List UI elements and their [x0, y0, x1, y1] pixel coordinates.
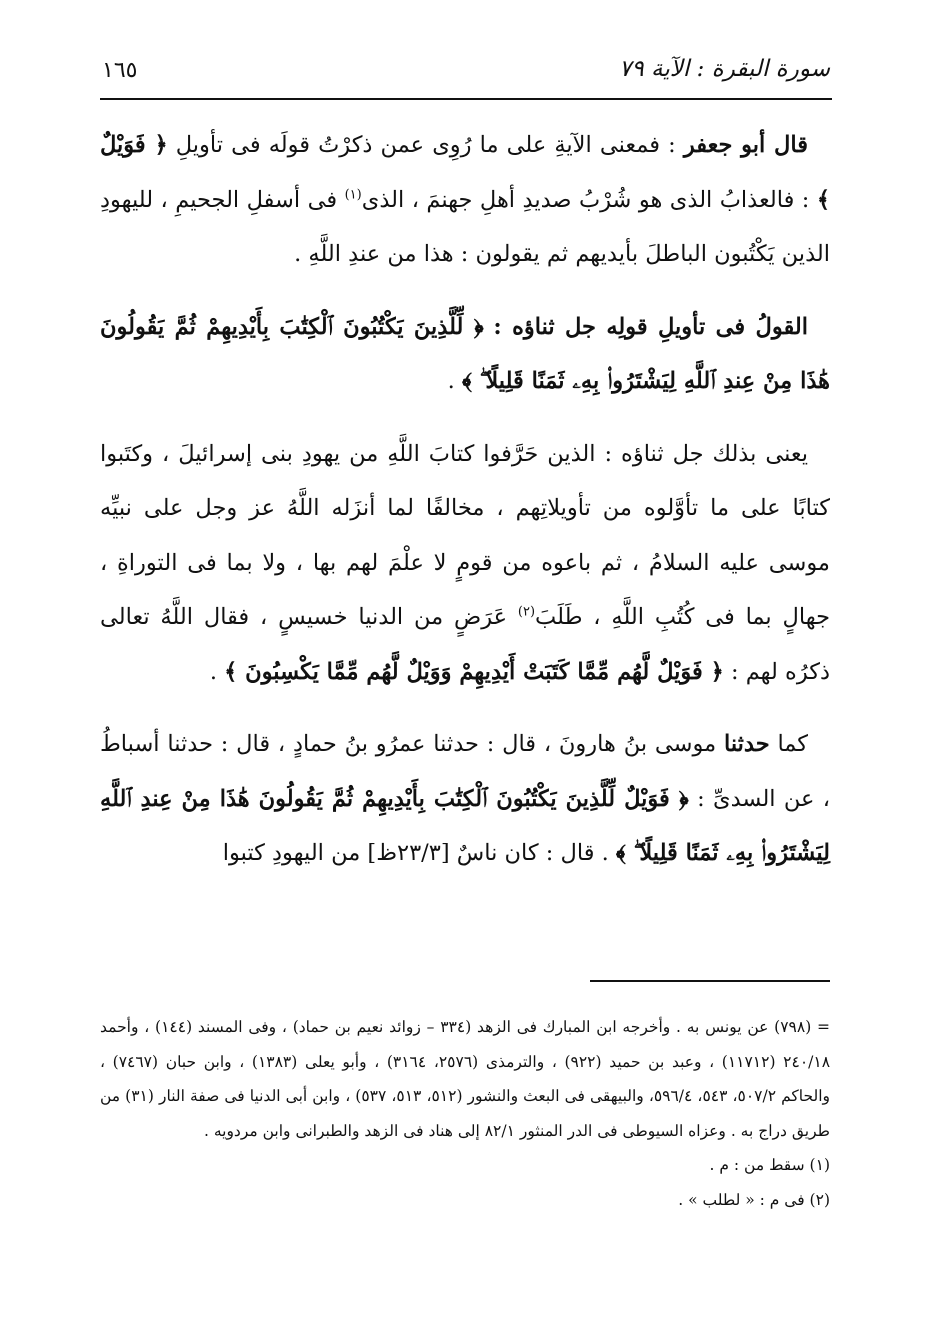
main-text [100, 118, 830, 881]
text-span: عَرَضٍ من الدنيا خسيسٍ ، فقال اللَّهُ تعالى ذكرُه لهم : [100, 604, 830, 685]
text-span: فى أسفلِ الجحيمِ ، لليهودِ الذين يَكْتُبون الباطلَ بأيديهم ثم يقولون : هذا من عندِ اللَّهِ . [100, 186, 830, 267]
paragraph-2 [100, 300, 830, 409]
text-span: يعنى بذلك جل ثناؤه : الذين حَرَّفوا كتابَ اللَّهِ من يهودِ بنى إسرائيلَ ، وكتَبوا كتابًا على ما تأوَّلوه من تأويلاتِهم ، مخالفًا لما أنزَله اللَّهُ عز وجل على نبيِّه موسى عليه السلامُ ، ثم باعوه من قومٍ لا علْمَ لهم بها ، ولا بما فى التوراةِ ، جهالٍ بما فى كُتُبِ اللَّهِ ، طَلَبَ [100, 440, 830, 630]
text-span: : فالعذابُ الذى هو شُرْبُ صديدِ أهلِ جهنمَ ، الذى [361, 186, 810, 213]
paragraph-4 [100, 717, 830, 881]
paragraph-1 [100, 118, 830, 282]
running-header [100, 52, 830, 94]
footnote-ref-1: (١) [344, 187, 362, 202]
paragraph-3 [100, 427, 830, 700]
header-rule [100, 98, 832, 100]
text-span: . [209, 658, 217, 685]
section-heading: القولُ فى تأويلِ قولِه جل ثناؤه : [493, 313, 808, 340]
footnote-2: (٢) فى م : « لطلب » . [678, 1190, 830, 1209]
speaker-name: قال أبو جعفر [683, 132, 809, 158]
quran-quote: ﴿ فَوَيْلٌ ﴾ [100, 132, 830, 213]
footnote-1: (١) سقط من : م . [709, 1156, 830, 1174]
quran-quote: ﴿ فَوَيْلٌ لَّهُم مِّمَّا كَتَبَتْ أَيْدِيهِمْ وَوَيْلٌ لَّهُم مِّمَّا يَكْسِبُونَ ﴾ [224, 658, 724, 685]
footnote-continuation: = (٧٩٨) عن يونس به . وأخرجه ابن المبارك فى الزهد (٣٣٤ – زوائد نعيم بن حماد) ، وفى المسند (١٤٤) ، وأحمد ٢٤٠/١٨ (١١٧١٢) ، وعبد بن حميد (٩٢٢) ، والترمذى (٢٥٧٦، ٣١٦٤) ، وأبو يعلى (١٣٨٣) ، وابن حبان (٧٤٦٧) ، والحاكم ٥٠٧/٢، ٥٤٣، ٥٩٦/٤، والبيهقى فى البعث والنشور (٥١٢، ٥١٣، ٥٣٧) ، وابن أبى الدنيا فى صفة النار (٣١) من طريق دراج به . وعزاه السيوطى فى الدر المنثور ٨٢/١ إلى هناد فى الزهد والطبرانى وابن مردويه . [100, 1018, 831, 1140]
isnad-marker: حدثنا [723, 731, 770, 757]
text-span: موسى بنُ هارونَ ، قال : حدثنا عمرُو بنُ حمادٍ ، قال : حدثنا أسباطُ ، عن السدىِّ : [100, 731, 830, 812]
text-span: : فمعنى الآيةِ على ما رُوِى عمن ذكرْتُ قولَه فى تأويلِ [175, 132, 676, 158]
quran-quote: ﴿ فَوَيْلٌ لِّلَّذِينَ يَكْتُبُونَ ٱلْكِتَٰبَ بِأَيْدِيهِمْ ثُمَّ يَقُولُونَ هَٰذَا مِنْ عِندِ ٱللَّهِ لِيَشْتَرُوا۟ بِهِۦ ثَمَنًا قَلِيلًا ۖ ﴾ [100, 785, 830, 866]
page-number: ١٦٥ [102, 58, 138, 83]
text-span: . قال : كان ناسٌ [٢٣/٣ظ] من اليهودِ كتبوا [222, 840, 609, 866]
text-span: . [447, 368, 455, 394]
footnote-ref-2: (٢) [517, 604, 536, 620]
running-title: سورة البقرة : الآية ٧٩ [619, 56, 830, 82]
footnote-rule [590, 980, 830, 982]
footnotes [100, 1010, 830, 1217]
quran-quote: ﴿ لِّلَّذِينَ يَكْتُبُونَ ٱلْكِتَٰبَ بِأَيْدِيهِمْ ثُمَّ يَقُولُونَ هَٰذَا مِنْ عِندِ ٱللَّهِ لِيَشْتَرُوا۟ بِهِۦ ثَمَنًا قَلِيلًا ۖ ﴾ [100, 313, 830, 394]
text-span: كما [777, 731, 809, 757]
